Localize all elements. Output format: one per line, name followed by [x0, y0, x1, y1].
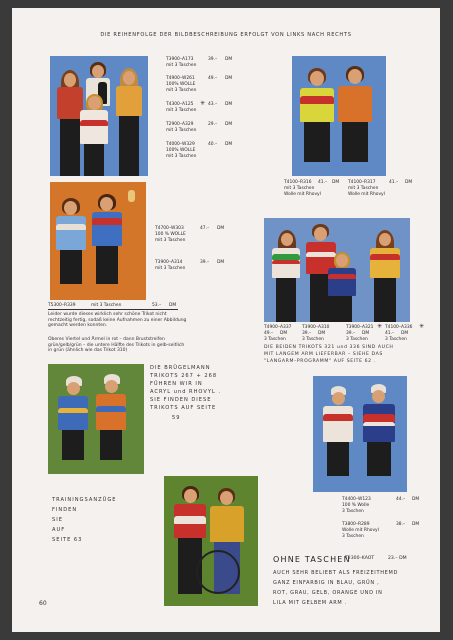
- item-code: T3900–A173: [166, 57, 194, 62]
- item-desc: mit 3 Taschen: [166, 63, 197, 68]
- page-number: 60: [39, 600, 47, 607]
- item-currency: DM: [217, 260, 225, 265]
- ohne-taschen-price: 23.– DM: [388, 556, 407, 561]
- long-sleeve-note-line: DIE BEIDEN TRIKOTS 321 und 336 SIND AUCH: [264, 345, 394, 350]
- brugelmann-line: ACRYL und RHOVYL .: [150, 389, 222, 395]
- item-currency: DM: [280, 331, 288, 336]
- item-currency: DM: [412, 497, 420, 502]
- item-desc-2: Wolle mit Rhovyl: [284, 192, 321, 197]
- item-code: T4900–A337: [264, 325, 292, 330]
- item-price: 39.–: [208, 57, 218, 62]
- catalog-page: [12, 8, 440, 632]
- item-price: 41.–: [385, 331, 395, 336]
- item-code: T3900–A321: [346, 325, 374, 330]
- ohne-taschen-line: ROT, GRAU, GELB, ORANGE UND IN: [273, 590, 383, 596]
- brugelmann-line: 59: [172, 415, 181, 421]
- long-sleeve-note-line: MIT LANGEM ARM LIEFERBAR – SIEHE DAS: [264, 352, 383, 357]
- item-price: 49.–: [208, 76, 218, 81]
- item-code: T4000–W329: [166, 142, 195, 147]
- photo-ohne-taschen: [164, 476, 258, 606]
- item-desc-2: mit 3 Taschen: [166, 154, 197, 159]
- ohne-taschen-line: AUCH SEHR BELIEBT ALS FREIZEITHEMD: [273, 570, 399, 576]
- item-price: 39.–: [346, 331, 356, 336]
- item-desc: 3 Taschen: [385, 337, 407, 342]
- item-code: T3900–A314: [155, 260, 183, 265]
- photo-group5: [313, 376, 407, 492]
- item-desc: mit 3 Taschen: [166, 128, 197, 133]
- brugelmann-line: TRIKOTS 267 + 268: [150, 373, 218, 379]
- item-code: T4400–W123: [342, 497, 371, 502]
- item-desc: mit 3 Taschen: [155, 266, 186, 271]
- item-currency: DM: [225, 142, 233, 147]
- item-currency: DM: [225, 57, 233, 62]
- item-price: 41.–: [389, 180, 399, 185]
- underline-item-price: 53.–: [152, 303, 162, 308]
- photo-brugelmann: [48, 364, 144, 474]
- long-sleeve-note-line: "LANGARM–PROGRAMM" AUF SEITE 62 .: [264, 359, 376, 364]
- underline-item-desc: mit 3 Taschen: [91, 303, 122, 308]
- item-code: T3900–A310: [302, 325, 330, 330]
- ohne-taschen-line: LILA MIT GELBEM ARM .: [273, 600, 348, 606]
- item-currency: DM: [412, 522, 420, 527]
- item-price: 39.–: [200, 260, 210, 265]
- item-desc-2: 3 Taschen: [342, 534, 364, 539]
- item-desc: mit 3 Taschen: [348, 186, 379, 191]
- item-code: T4100–A336: [385, 325, 413, 330]
- divider-line: [48, 309, 178, 310]
- item-price: 47.–: [200, 226, 210, 231]
- item-desc: 3 Taschen: [346, 337, 368, 342]
- item-desc: 100 % WOLLE: [155, 232, 186, 237]
- note-paragraph-2: Oberes Viertel und Ärmel in rot – dann Bruststreifen grün/gelb/grün – die untere Hälfte des Trikots in gelb-seitlich in grün (ähnlich wie das Trikot 310): [48, 337, 185, 354]
- item-desc-2: Wolle mit Rhovyl: [348, 192, 385, 197]
- underline-item-currency: DM: [169, 303, 177, 308]
- photo-group1: [50, 56, 148, 176]
- item-code: T2900–A329: [166, 122, 194, 127]
- item-desc-2: mit 3 Taschen: [166, 88, 197, 93]
- item-price: 43.–: [208, 102, 218, 107]
- item-desc: 3 Taschen: [264, 337, 286, 342]
- item-code: T4100–R317: [348, 180, 376, 185]
- ohne-taschen-code: T2300–KAOT: [345, 556, 375, 561]
- item-price: 44.–: [396, 497, 406, 502]
- item-code: T3800–R289: [342, 522, 370, 527]
- item-currency: DM: [332, 180, 340, 185]
- item-code: T4700–W303: [155, 226, 184, 231]
- item-desc: 100 % Wolle: [342, 503, 370, 508]
- item-price: 29.–: [208, 122, 218, 127]
- item-desc: 100% WOLLE: [166, 82, 196, 87]
- item-code: T4100–R316: [284, 180, 312, 185]
- item-currency: DM: [225, 76, 233, 81]
- item-currency: DM: [405, 180, 413, 185]
- photo-group4: [264, 218, 410, 322]
- item-price: 38.–: [396, 522, 406, 527]
- item-price: 49.–: [264, 331, 274, 336]
- photo-group3: [50, 182, 146, 300]
- item-desc: mit 3 Taschen: [284, 186, 315, 191]
- tracksuit-line: SIE: [52, 517, 63, 523]
- brugelmann-line: SIE FINDEN DIESE: [150, 397, 212, 403]
- item-desc: mit 3 Taschen: [166, 108, 197, 113]
- item-desc: Wolle mit Rhovyl: [342, 528, 379, 533]
- highlight-mark: ✳: [200, 100, 206, 107]
- item-currency: DM: [225, 122, 233, 127]
- item-desc-2: mit 3 Taschen: [155, 238, 186, 243]
- item-desc-2: 3 Taschen: [342, 509, 364, 514]
- item-currency: DM: [318, 331, 326, 336]
- ohne-taschen-title: OHNE TASCHEN: [273, 555, 351, 564]
- item-price: 40.–: [208, 142, 218, 147]
- tracksuit-line: TRAININGSANZÜGE: [52, 497, 117, 503]
- highlight-mark: ✳: [419, 323, 425, 330]
- item-price: 41.–: [318, 180, 328, 185]
- tracksuit-line: FINDEN: [52, 507, 78, 513]
- item-desc: 100% WOLLE: [166, 148, 196, 153]
- underline-item-code: T5300–R339: [48, 303, 76, 308]
- brugelmann-line: FÜHREN WIR IN: [150, 381, 203, 387]
- ohne-taschen-line: GANZ EINFARBIG IN BLAU, GRÜN ,: [273, 580, 380, 586]
- item-currency: DM: [217, 226, 225, 231]
- item-price: 39.–: [302, 331, 312, 336]
- brugelmann-line: TRIKOTS AUF SEITE: [150, 405, 217, 411]
- tracksuit-line: SEITE 63: [52, 537, 83, 543]
- note-paragraph-1: Leider wurde dieses wirklich sehr schöne Trikot nicht rechtzeitig fertig, sodaß keine Aufnahmen zu einer Abbildung gemacht werden konnten.: [48, 312, 187, 329]
- photo-group2: [292, 56, 386, 176]
- item-currency: DM: [401, 331, 409, 336]
- item-desc: 3 Taschen: [302, 337, 324, 342]
- page-header: DIE REIHENFOLGE DER BILDBESCHREIBUNG ERFOLGT VON LINKS NACH RECHTS: [100, 32, 352, 38]
- item-code: T4900–W261: [166, 76, 195, 81]
- brugelmann-line: DIE BRÜGELMANN: [150, 365, 211, 371]
- item-code: T4300–A125: [166, 102, 194, 107]
- highlight-mark: ✳: [377, 323, 383, 330]
- item-currency: DM: [225, 102, 233, 107]
- item-currency: DM: [362, 331, 370, 336]
- tracksuit-line: AUF: [52, 527, 66, 533]
